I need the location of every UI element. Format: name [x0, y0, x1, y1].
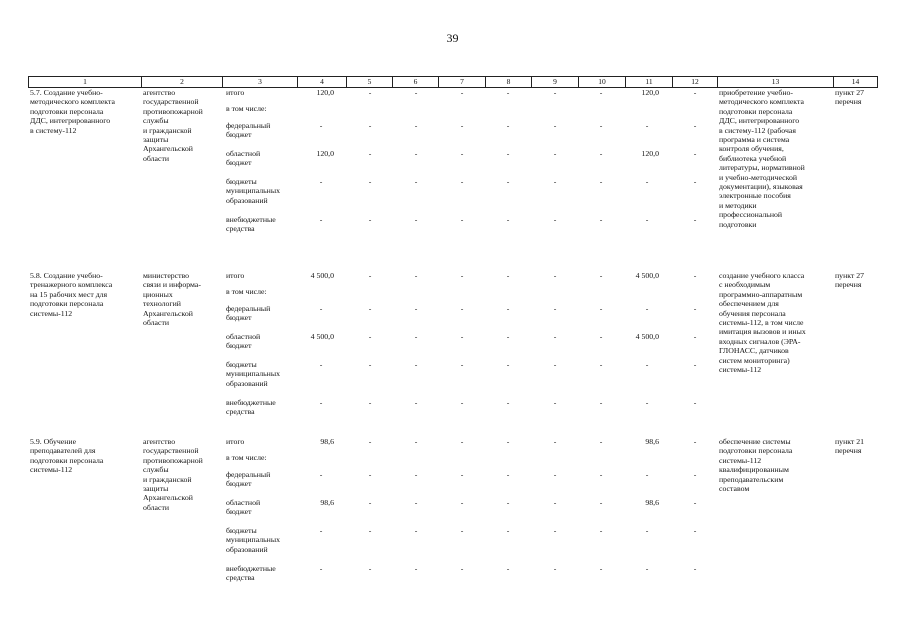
empty-value-dash: - [645, 304, 649, 313]
empty-value-dash: - [506, 470, 510, 479]
empty-value-dash: - [553, 398, 557, 407]
empty-value-dash: - [368, 398, 372, 407]
empty-value-dash: - [506, 271, 510, 280]
empty-value-dash: - [553, 498, 557, 507]
empty-value-dash: - [599, 271, 603, 280]
column-header-7: 7 [438, 77, 485, 87]
empty-value-dash: - [368, 564, 372, 573]
empty-value-dash: - [414, 177, 418, 186]
empty-value-dash: - [645, 215, 649, 224]
empty-value-dash: - [506, 360, 510, 369]
empty-value-dash: - [693, 88, 697, 97]
empty-value-dash: - [645, 526, 649, 535]
empty-value-dash: - [506, 149, 510, 158]
funding-source-label: федеральный бюджет [226, 304, 271, 323]
empty-value-dash: - [693, 360, 697, 369]
funding-source-label: итого [226, 271, 245, 280]
empty-value-dash: - [693, 271, 697, 280]
empty-value-dash: - [460, 121, 464, 130]
empty-value-dash: - [506, 526, 510, 535]
empty-value-dash: - [693, 304, 697, 313]
empty-value-dash: - [368, 498, 372, 507]
empty-value-dash: - [506, 332, 510, 341]
result-cell: обеспечение системы подготовки персонала системы-112 квалифицированным преподавательским составом [719, 437, 793, 494]
column-header-13: 13 [717, 77, 833, 87]
empty-value-dash: - [645, 470, 649, 479]
funding-source-label: федеральный бюджет [226, 470, 271, 489]
funding-source-label: федеральный бюджет [226, 121, 271, 140]
empty-value-dash: - [599, 215, 603, 224]
empty-value-dash: - [460, 564, 464, 573]
empty-value-dash: - [368, 526, 372, 535]
amount-total-col4: 120,0 [316, 149, 334, 158]
empty-value-dash: - [553, 271, 557, 280]
empty-value-dash: - [319, 526, 323, 535]
empty-value-dash: - [414, 88, 418, 97]
page-number: 39 [446, 31, 459, 45]
empty-value-dash: - [368, 304, 372, 313]
amount-col11: 4 500,0 [635, 332, 659, 341]
column-header-8: 8 [485, 77, 531, 87]
column-header-1: 1 [28, 77, 141, 87]
empty-value-dash: - [599, 437, 603, 446]
empty-value-dash: - [414, 121, 418, 130]
funding-source-label: в том числе: [226, 453, 267, 462]
amount-col11: 98,6 [645, 437, 659, 446]
funding-source-label: итого [226, 437, 245, 446]
empty-value-dash: - [460, 437, 464, 446]
empty-value-dash: - [319, 304, 323, 313]
funding-source-label: областной бюджет [226, 332, 261, 351]
funding-source-label: областной бюджет [226, 149, 261, 168]
empty-value-dash: - [553, 215, 557, 224]
column-header-9: 9 [531, 77, 578, 87]
empty-value-dash: - [414, 332, 418, 341]
empty-value-dash: - [368, 149, 372, 158]
result-cell: приобретение учебно- методического комплекта подготовки персонала ДДС, интегрированного в систему-112 (рабочая программа и система контроля обучения, библиотека учебной литературы, нормативной и учебно-методической документации), языковая электронные пособия и методики профессиональной подготовки [719, 88, 805, 229]
empty-value-dash: - [599, 121, 603, 130]
column-header-14: 14 [833, 77, 878, 87]
empty-value-dash: - [460, 470, 464, 479]
empty-value-dash: - [368, 177, 372, 186]
empty-value-dash: - [460, 88, 464, 97]
funding-source-label: бюджеты муниципальных образований [226, 360, 280, 388]
amount-total-col4: 98,6 [320, 437, 334, 446]
amount-col11: 4 500,0 [635, 271, 659, 280]
empty-value-dash: - [414, 149, 418, 158]
empty-value-dash: - [414, 304, 418, 313]
empty-value-dash: - [693, 470, 697, 479]
column-header-6: 6 [392, 77, 438, 87]
empty-value-dash: - [693, 215, 697, 224]
empty-value-dash: - [460, 215, 464, 224]
empty-value-dash: - [553, 526, 557, 535]
amount-total-col4: 4 500,0 [310, 271, 334, 280]
empty-value-dash: - [693, 149, 697, 158]
amount-total-col4: 98,6 [320, 498, 334, 507]
column-header-12: 12 [672, 77, 717, 87]
activity-cell: 5.8. Создание учебно- тренажерного комплекса на 15 рабочих мест для подготовки персонала системы-112 [30, 271, 113, 318]
empty-value-dash: - [368, 360, 372, 369]
empty-value-dash: - [553, 360, 557, 369]
empty-value-dash: - [414, 398, 418, 407]
funding-source-label: бюджеты муниципальных образований [226, 526, 280, 554]
empty-value-dash: - [460, 360, 464, 369]
table-header-row [28, 76, 878, 88]
column-header-3: 3 [222, 77, 297, 87]
empty-value-dash: - [460, 304, 464, 313]
empty-value-dash: - [599, 149, 603, 158]
empty-value-dash: - [693, 526, 697, 535]
empty-value-dash: - [506, 564, 510, 573]
empty-value-dash: - [599, 564, 603, 573]
funding-source-label: внебюджетные средства [226, 398, 276, 417]
reference-cell: пункт 27 перечня [835, 88, 865, 107]
empty-value-dash: - [460, 149, 464, 158]
empty-value-dash: - [414, 215, 418, 224]
empty-value-dash: - [460, 271, 464, 280]
reference-cell: пункт 27 перечня [835, 271, 865, 290]
executor-cell: агентство государственной противопожарной службы и гражданской защиты Архангельской области [143, 88, 203, 163]
empty-value-dash: - [693, 398, 697, 407]
activity-cell: 5.9. Обучение преподавателей для подготовки персонала системы-112 [30, 437, 104, 475]
empty-value-dash: - [414, 271, 418, 280]
empty-value-dash: - [368, 470, 372, 479]
column-header-4: 4 [297, 77, 346, 87]
empty-value-dash: - [319, 564, 323, 573]
empty-value-dash: - [693, 332, 697, 341]
empty-value-dash: - [414, 437, 418, 446]
executor-cell: агентство государственной противопожарной службы и гражданской защиты Архангельской области [143, 437, 203, 512]
empty-value-dash: - [414, 564, 418, 573]
empty-value-dash: - [319, 177, 323, 186]
empty-value-dash: - [645, 177, 649, 186]
funding-source-label: в том числе: [226, 287, 267, 296]
activity-cell: 5.7. Создание учебно- методического комплекта подготовки персонала ДДС, интегрированного в систему-112 [30, 88, 115, 135]
empty-value-dash: - [460, 332, 464, 341]
empty-value-dash: - [460, 526, 464, 535]
empty-value-dash: - [460, 398, 464, 407]
column-header-10: 10 [578, 77, 625, 87]
empty-value-dash: - [553, 177, 557, 186]
empty-value-dash: - [693, 121, 697, 130]
empty-value-dash: - [368, 121, 372, 130]
empty-value-dash: - [693, 564, 697, 573]
empty-value-dash: - [414, 360, 418, 369]
empty-value-dash: - [506, 215, 510, 224]
empty-value-dash: - [599, 332, 603, 341]
empty-value-dash: - [599, 88, 603, 97]
empty-value-dash: - [319, 470, 323, 479]
empty-value-dash: - [319, 360, 323, 369]
empty-value-dash: - [599, 304, 603, 313]
empty-value-dash: - [460, 498, 464, 507]
empty-value-dash: - [693, 177, 697, 186]
funding-source-label: областной бюджет [226, 498, 261, 517]
empty-value-dash: - [553, 88, 557, 97]
reference-cell: пункт 21 перечня [835, 437, 865, 456]
empty-value-dash: - [460, 177, 464, 186]
funding-source-label: итого [226, 88, 245, 97]
empty-value-dash: - [599, 526, 603, 535]
empty-value-dash: - [368, 437, 372, 446]
empty-value-dash: - [506, 437, 510, 446]
empty-value-dash: - [506, 304, 510, 313]
empty-value-dash: - [599, 398, 603, 407]
executor-cell: министерство связи и информа- ционных технологий Архангельской области [143, 271, 201, 328]
funding-source-label: бюджеты муниципальных образований [226, 177, 280, 205]
empty-value-dash: - [319, 121, 323, 130]
empty-value-dash: - [553, 149, 557, 158]
empty-value-dash: - [506, 88, 510, 97]
funding-source-label: внебюджетные средства [226, 215, 276, 234]
empty-value-dash: - [506, 398, 510, 407]
empty-value-dash: - [553, 470, 557, 479]
empty-value-dash: - [645, 360, 649, 369]
column-header-5: 5 [346, 77, 392, 87]
empty-value-dash: - [506, 177, 510, 186]
empty-value-dash: - [553, 564, 557, 573]
amount-total-col4: 120,0 [316, 88, 334, 97]
empty-value-dash: - [645, 564, 649, 573]
empty-value-dash: - [319, 215, 323, 224]
empty-value-dash: - [553, 121, 557, 130]
empty-value-dash: - [368, 332, 372, 341]
empty-value-dash: - [553, 332, 557, 341]
amount-total-col4: 4 500,0 [310, 332, 334, 341]
empty-value-dash: - [553, 437, 557, 446]
empty-value-dash: - [599, 470, 603, 479]
empty-value-dash: - [506, 121, 510, 130]
amount-col11: 120,0 [641, 149, 659, 158]
amount-col11: 98,6 [645, 498, 659, 507]
empty-value-dash: - [506, 498, 510, 507]
empty-value-dash: - [599, 498, 603, 507]
empty-value-dash: - [553, 304, 557, 313]
empty-value-dash: - [645, 121, 649, 130]
result-cell: создание учебного класса с необходимым программно-аппаратным обеспечением для обучения персонала системы-112, в том числе имитация вызовов и иных входных сигналов (ЭРА- ГЛОНАСС, датчиков систем мониторинга) системы-112 [719, 271, 806, 375]
column-header-2: 2 [141, 77, 222, 87]
empty-value-dash: - [368, 88, 372, 97]
empty-value-dash: - [693, 498, 697, 507]
funding-source-label: внебюджетные средства [226, 564, 276, 583]
funding-source-label: в том числе: [226, 104, 267, 113]
empty-value-dash: - [414, 470, 418, 479]
empty-value-dash: - [599, 177, 603, 186]
empty-value-dash: - [414, 526, 418, 535]
empty-value-dash: - [368, 215, 372, 224]
empty-value-dash: - [693, 437, 697, 446]
empty-value-dash: - [368, 271, 372, 280]
amount-col11: 120,0 [641, 88, 659, 97]
empty-value-dash: - [319, 398, 323, 407]
empty-value-dash: - [599, 360, 603, 369]
empty-value-dash: - [414, 498, 418, 507]
empty-value-dash: - [645, 398, 649, 407]
column-header-11: 11 [625, 77, 672, 87]
